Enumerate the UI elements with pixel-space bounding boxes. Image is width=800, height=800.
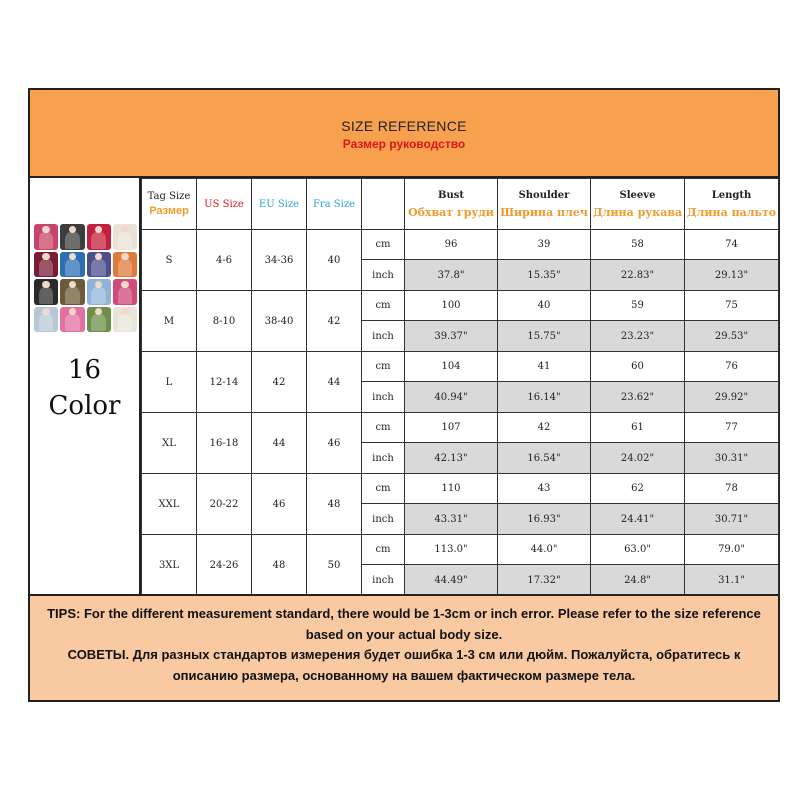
bust-cm-cell: 96	[405, 230, 498, 260]
sleeve-label: Sleeve	[619, 190, 656, 201]
fra-size-cell: 42	[307, 291, 362, 352]
size-reference-header	[30, 90, 778, 178]
us-size-cell: 4-6	[197, 230, 252, 291]
color-thumbnail	[60, 307, 84, 333]
bust-inch-cell: 40.94"	[405, 382, 498, 413]
shoulder-cm-cell: 40	[498, 291, 591, 321]
table-row	[142, 474, 779, 504]
size-tag-cell: M	[142, 291, 197, 352]
shoulder-inch-cell: 15.35"	[498, 260, 591, 291]
col-header-tag-size	[142, 179, 197, 230]
bust-inch-cell: 37.8"	[405, 260, 498, 291]
color-thumbnail	[60, 279, 84, 305]
bust-cm-cell: 110	[405, 474, 498, 504]
us-size-cell: 8-10	[197, 291, 252, 352]
tips-english: TIPS: For the different measurement standard, there would be 1-3cm or inch error. Please refer to the size reference based on your actual body size.	[47, 606, 761, 642]
shoulder-cm-cell: 41	[498, 352, 591, 382]
tips-box	[30, 594, 778, 700]
color-thumbnail	[113, 224, 137, 250]
shoulder-cm-cell: 43	[498, 474, 591, 504]
unit-cm-cell: cm	[362, 352, 405, 382]
unit-inch-cell: inch	[362, 443, 405, 474]
color-thumbnail	[34, 252, 58, 278]
sleeve-cm-cell: 60	[591, 352, 685, 382]
fra-size-cell: 46	[307, 413, 362, 474]
size-tag-cell: 3XL	[142, 535, 197, 596]
bust-label: Bust	[438, 190, 464, 201]
sleeve-inch-cell: 24.41"	[591, 504, 685, 535]
color-thumbnail-grid	[34, 224, 137, 332]
length-label-ru: Длина пальто	[686, 206, 777, 219]
color-thumbnail	[113, 279, 137, 305]
table-row	[142, 535, 779, 565]
color-thumbnail	[87, 279, 111, 305]
fra-size-cell: 48	[307, 474, 362, 535]
bust-cm-cell: 104	[405, 352, 498, 382]
color-thumbnail	[60, 224, 84, 250]
length-cm-cell: 76	[685, 352, 779, 382]
length-inch-cell: 29.92"	[685, 382, 779, 413]
fra-size-cell: 40	[307, 230, 362, 291]
tips-russian: СОВЕТЫ. Для разных стандартов измерения будет ошибка 1-3 см или дюйм. Пожалуйста, обратитесь к описанию размера, основанному на вашем фактическом размере тела.	[67, 647, 741, 683]
eu-size-cell: 46	[252, 474, 307, 535]
bust-cm-cell: 107	[405, 413, 498, 443]
color-count-number: 16	[67, 355, 102, 385]
header-title: SIZE REFERENCE	[341, 118, 467, 134]
shoulder-label-ru: Ширина плеч	[500, 206, 588, 219]
length-cm-cell: 75	[685, 291, 779, 321]
table-header-row	[142, 179, 779, 230]
length-inch-cell: 30.31"	[685, 443, 779, 474]
sleeve-cm-cell: 59	[591, 291, 685, 321]
fra-size-label: Fra Size	[312, 198, 356, 210]
unit-inch-cell: inch	[362, 565, 405, 596]
us-size-label: US Size	[204, 198, 244, 210]
tag-size-label-ru: Размер	[149, 205, 189, 217]
header-title-ru: Размер руководство	[342, 137, 466, 151]
length-inch-cell: 29.53"	[685, 321, 779, 352]
eu-size-cell: 44	[252, 413, 307, 474]
eu-size-cell: 42	[252, 352, 307, 413]
eu-size-cell: 48	[252, 535, 307, 596]
color-count-word: Color	[48, 391, 121, 421]
bust-cm-cell: 100	[405, 291, 498, 321]
col-header-us-size	[197, 179, 252, 230]
shoulder-inch-cell: 16.54"	[498, 443, 591, 474]
unit-cm-cell: cm	[362, 413, 405, 443]
shoulder-inch-cell: 17.32"	[498, 565, 591, 596]
color-count-label	[30, 352, 139, 424]
size-tag-cell: L	[142, 352, 197, 413]
length-inch-cell: 29.13"	[685, 260, 779, 291]
length-label: Length	[711, 190, 752, 201]
sleeve-cm-cell: 62	[591, 474, 685, 504]
color-thumbnail	[34, 224, 58, 250]
color-thumbnail	[113, 252, 137, 278]
shoulder-cm-cell: 44.0"	[498, 535, 591, 565]
sleeve-label-ru: Длина рукава	[592, 206, 683, 219]
sleeve-inch-cell: 24.02"	[591, 443, 685, 474]
size-table	[141, 178, 779, 596]
table-row	[142, 230, 779, 260]
size-tag-cell: XL	[142, 413, 197, 474]
shoulder-label: Shoulder	[518, 190, 570, 201]
bust-inch-cell: 44.49"	[405, 565, 498, 596]
shoulder-inch-cell: 15.75"	[498, 321, 591, 352]
unit-inch-cell: inch	[362, 260, 405, 291]
col-header-fra-size	[307, 179, 362, 230]
sleeve-inch-cell: 23.62"	[591, 382, 685, 413]
fra-size-cell: 44	[307, 352, 362, 413]
size-tag-cell: S	[142, 230, 197, 291]
us-size-cell: 12-14	[197, 352, 252, 413]
size-tag-cell: XXL	[142, 474, 197, 535]
sleeve-cm-cell: 61	[591, 413, 685, 443]
shoulder-cm-cell: 42	[498, 413, 591, 443]
unit-inch-cell: inch	[362, 504, 405, 535]
shoulder-inch-cell: 16.93"	[498, 504, 591, 535]
product-color-panel	[30, 178, 141, 594]
length-cm-cell: 78	[685, 474, 779, 504]
length-inch-cell: 30.71"	[685, 504, 779, 535]
unit-cm-cell: cm	[362, 474, 405, 504]
eu-size-label: EU Size	[258, 198, 300, 210]
col-header-sleeve	[591, 179, 685, 230]
color-thumbnail	[34, 279, 58, 305]
col-header-unit	[362, 179, 405, 230]
length-cm-cell: 77	[685, 413, 779, 443]
us-size-cell: 20-22	[197, 474, 252, 535]
col-header-length	[685, 179, 779, 230]
bust-label-ru: Обхват груди	[408, 206, 494, 219]
fra-size-cell: 50	[307, 535, 362, 596]
sleeve-inch-cell: 23.23"	[591, 321, 685, 352]
us-size-cell: 24-26	[197, 535, 252, 596]
eu-size-cell: 34-36	[252, 230, 307, 291]
color-thumbnail	[87, 307, 111, 333]
bust-inch-cell: 42.13"	[405, 443, 498, 474]
col-header-shoulder	[498, 179, 591, 230]
unit-cm-cell: cm	[362, 291, 405, 321]
table-row	[142, 352, 779, 382]
unit-cm-cell: cm	[362, 535, 405, 565]
sleeve-inch-cell: 24.8"	[591, 565, 685, 596]
color-thumbnail	[87, 252, 111, 278]
color-thumbnail	[87, 224, 111, 250]
us-size-cell: 16-18	[197, 413, 252, 474]
length-cm-cell: 79.0"	[685, 535, 779, 565]
sleeve-cm-cell: 58	[591, 230, 685, 260]
color-thumbnail	[113, 307, 137, 333]
table-row	[142, 413, 779, 443]
color-thumbnail	[60, 252, 84, 278]
bust-cm-cell: 113.0"	[405, 535, 498, 565]
table-row	[142, 291, 779, 321]
unit-cm-cell: cm	[362, 230, 405, 260]
unit-inch-cell: inch	[362, 382, 405, 413]
color-thumbnail	[34, 307, 58, 333]
shoulder-cm-cell: 39	[498, 230, 591, 260]
tag-size-label: Tag Size	[147, 191, 191, 202]
col-header-bust	[405, 179, 498, 230]
length-cm-cell: 74	[685, 230, 779, 260]
sleeve-inch-cell: 22.83"	[591, 260, 685, 291]
shoulder-inch-cell: 16.14"	[498, 382, 591, 413]
col-header-eu-size	[252, 179, 307, 230]
bust-inch-cell: 43.31"	[405, 504, 498, 535]
eu-size-cell: 38-40	[252, 291, 307, 352]
unit-inch-cell: inch	[362, 321, 405, 352]
size-chart	[28, 88, 780, 702]
sleeve-cm-cell: 63.0"	[591, 535, 685, 565]
bust-inch-cell: 39.37"	[405, 321, 498, 352]
length-inch-cell: 31.1"	[685, 565, 779, 596]
